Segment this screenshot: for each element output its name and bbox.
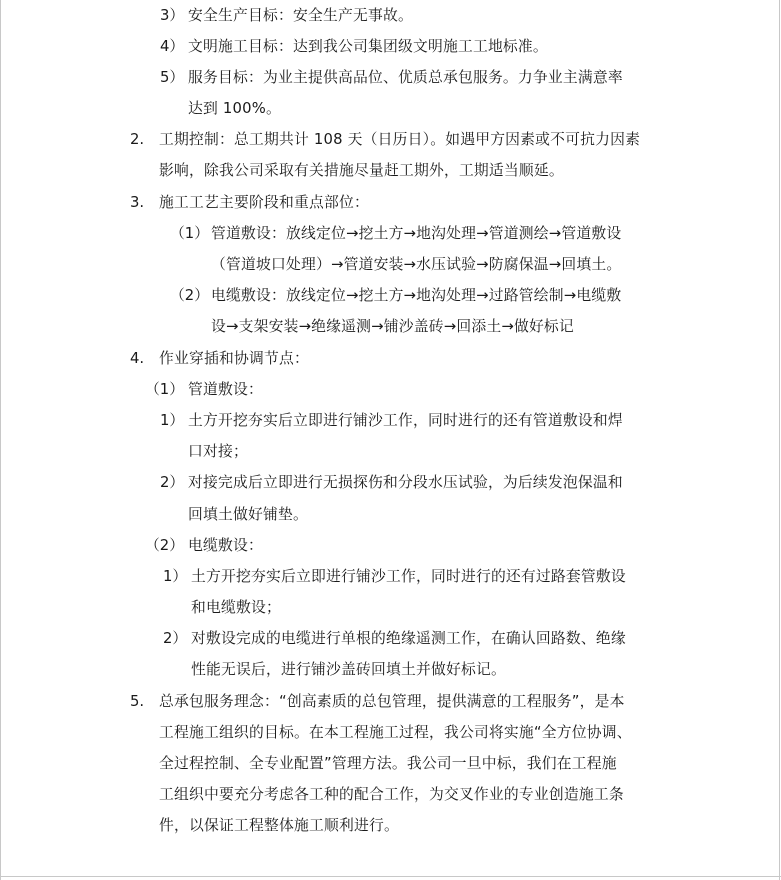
- list-number: 1）: [163, 568, 188, 585]
- list-item-text-cont: 设→支架安装→绝缘遥测→铺沙盖砖→回添土→做好标记: [211, 318, 574, 335]
- list-item-text-cont: 性能无误后，进行铺沙盖砖回填土并做好标记。: [191, 661, 506, 678]
- section-number: 2.: [130, 131, 145, 148]
- subsection-number: （2）: [145, 537, 185, 554]
- subsection-title: 管道敷设：: [188, 381, 263, 398]
- list-item-text: 电缆敷设：放线定位→挖土方→地沟处理→过路管绘制→电缆敷: [211, 287, 622, 304]
- list-item-text-cont: 和电缆敷设；: [191, 599, 281, 616]
- section-text: 总承包服务理念：“创高素质的总包管理，提供满意的工程服务”，是本: [159, 693, 625, 710]
- list-item-text-cont: 回填土做好铺垫。: [188, 506, 308, 523]
- list-number: 2）: [163, 630, 188, 647]
- section-number: 4.: [130, 350, 145, 367]
- section-text-cont: 工程施工组织的目标。在本工程施工过程，我公司将实施“全方位协调、: [159, 724, 632, 741]
- list-item-text: 管道敷设：放线定位→挖土方→地沟处理→管道测绘→管道敷设: [211, 225, 622, 242]
- list-number: （2）: [170, 287, 210, 304]
- list-item-text: 土方开挖夯实后立即进行铺沙工作，同时进行的还有过路套管敷设: [191, 568, 626, 585]
- section-number: 5.: [130, 693, 145, 710]
- list-number: 4）: [160, 38, 185, 55]
- list-item-text: 对敷设完成的电缆进行单根的绝缘遥测工作，在确认回路数、绝缘: [191, 630, 626, 647]
- section-number: 3.: [130, 194, 145, 211]
- list-number: 2）: [160, 474, 185, 491]
- list-item-text: 土方开挖夯实后立即进行铺沙工作，同时进行的还有管道敷设和焊: [188, 412, 623, 429]
- section-text: 工期控制：总工期共计 108 天（日历日）。如遇甲方因素或不可抗力因素: [159, 131, 641, 148]
- subsection-title: 电缆敷设：: [188, 537, 263, 554]
- section-text-cont: 全过程控制、全专业配置”管理方法。我公司一旦中标，我们在工程施: [159, 755, 617, 772]
- list-item-text: 对接完成后立即进行无损探伤和分段水压试验，为后续发泡保温和: [188, 474, 623, 491]
- section-title: 施工工艺主要阶段和重点部位：: [159, 194, 369, 211]
- section-title: 作业穿插和协调节点：: [159, 350, 309, 367]
- list-item-text: 安全生产目标：安全生产无事故。: [188, 7, 413, 24]
- list-number: 3）: [160, 7, 185, 24]
- section-text-cont: 影响，除我公司采取有关措施尽量赶工期外，工期适当顺延。: [159, 162, 564, 179]
- subsection-number: （1）: [145, 381, 185, 398]
- list-number: 5）: [160, 69, 185, 86]
- list-item-text: 服务目标：为业主提供高品位、优质总承包服务。力争业主满意率: [188, 69, 623, 86]
- list-item-text: 文明施工目标：达到我公司集团级文明施工工地标准。: [188, 38, 548, 55]
- list-item-text-cont: 口对接；: [188, 443, 248, 460]
- list-item-text-cont: （管道坡口处理）→管道安装→水压试验→防腐保温→回填土。: [211, 256, 622, 273]
- list-number: （1）: [170, 225, 210, 242]
- list-item-text-cont: 达到 100%。: [188, 100, 281, 117]
- section-text-cont: 件，以保证工程整体施工顺利进行。: [159, 817, 399, 834]
- list-number: 1）: [160, 412, 185, 429]
- section-text-cont: 工组织中要充分考虑各工种的配合工作，为交叉作业的专业创造施工条: [159, 786, 624, 803]
